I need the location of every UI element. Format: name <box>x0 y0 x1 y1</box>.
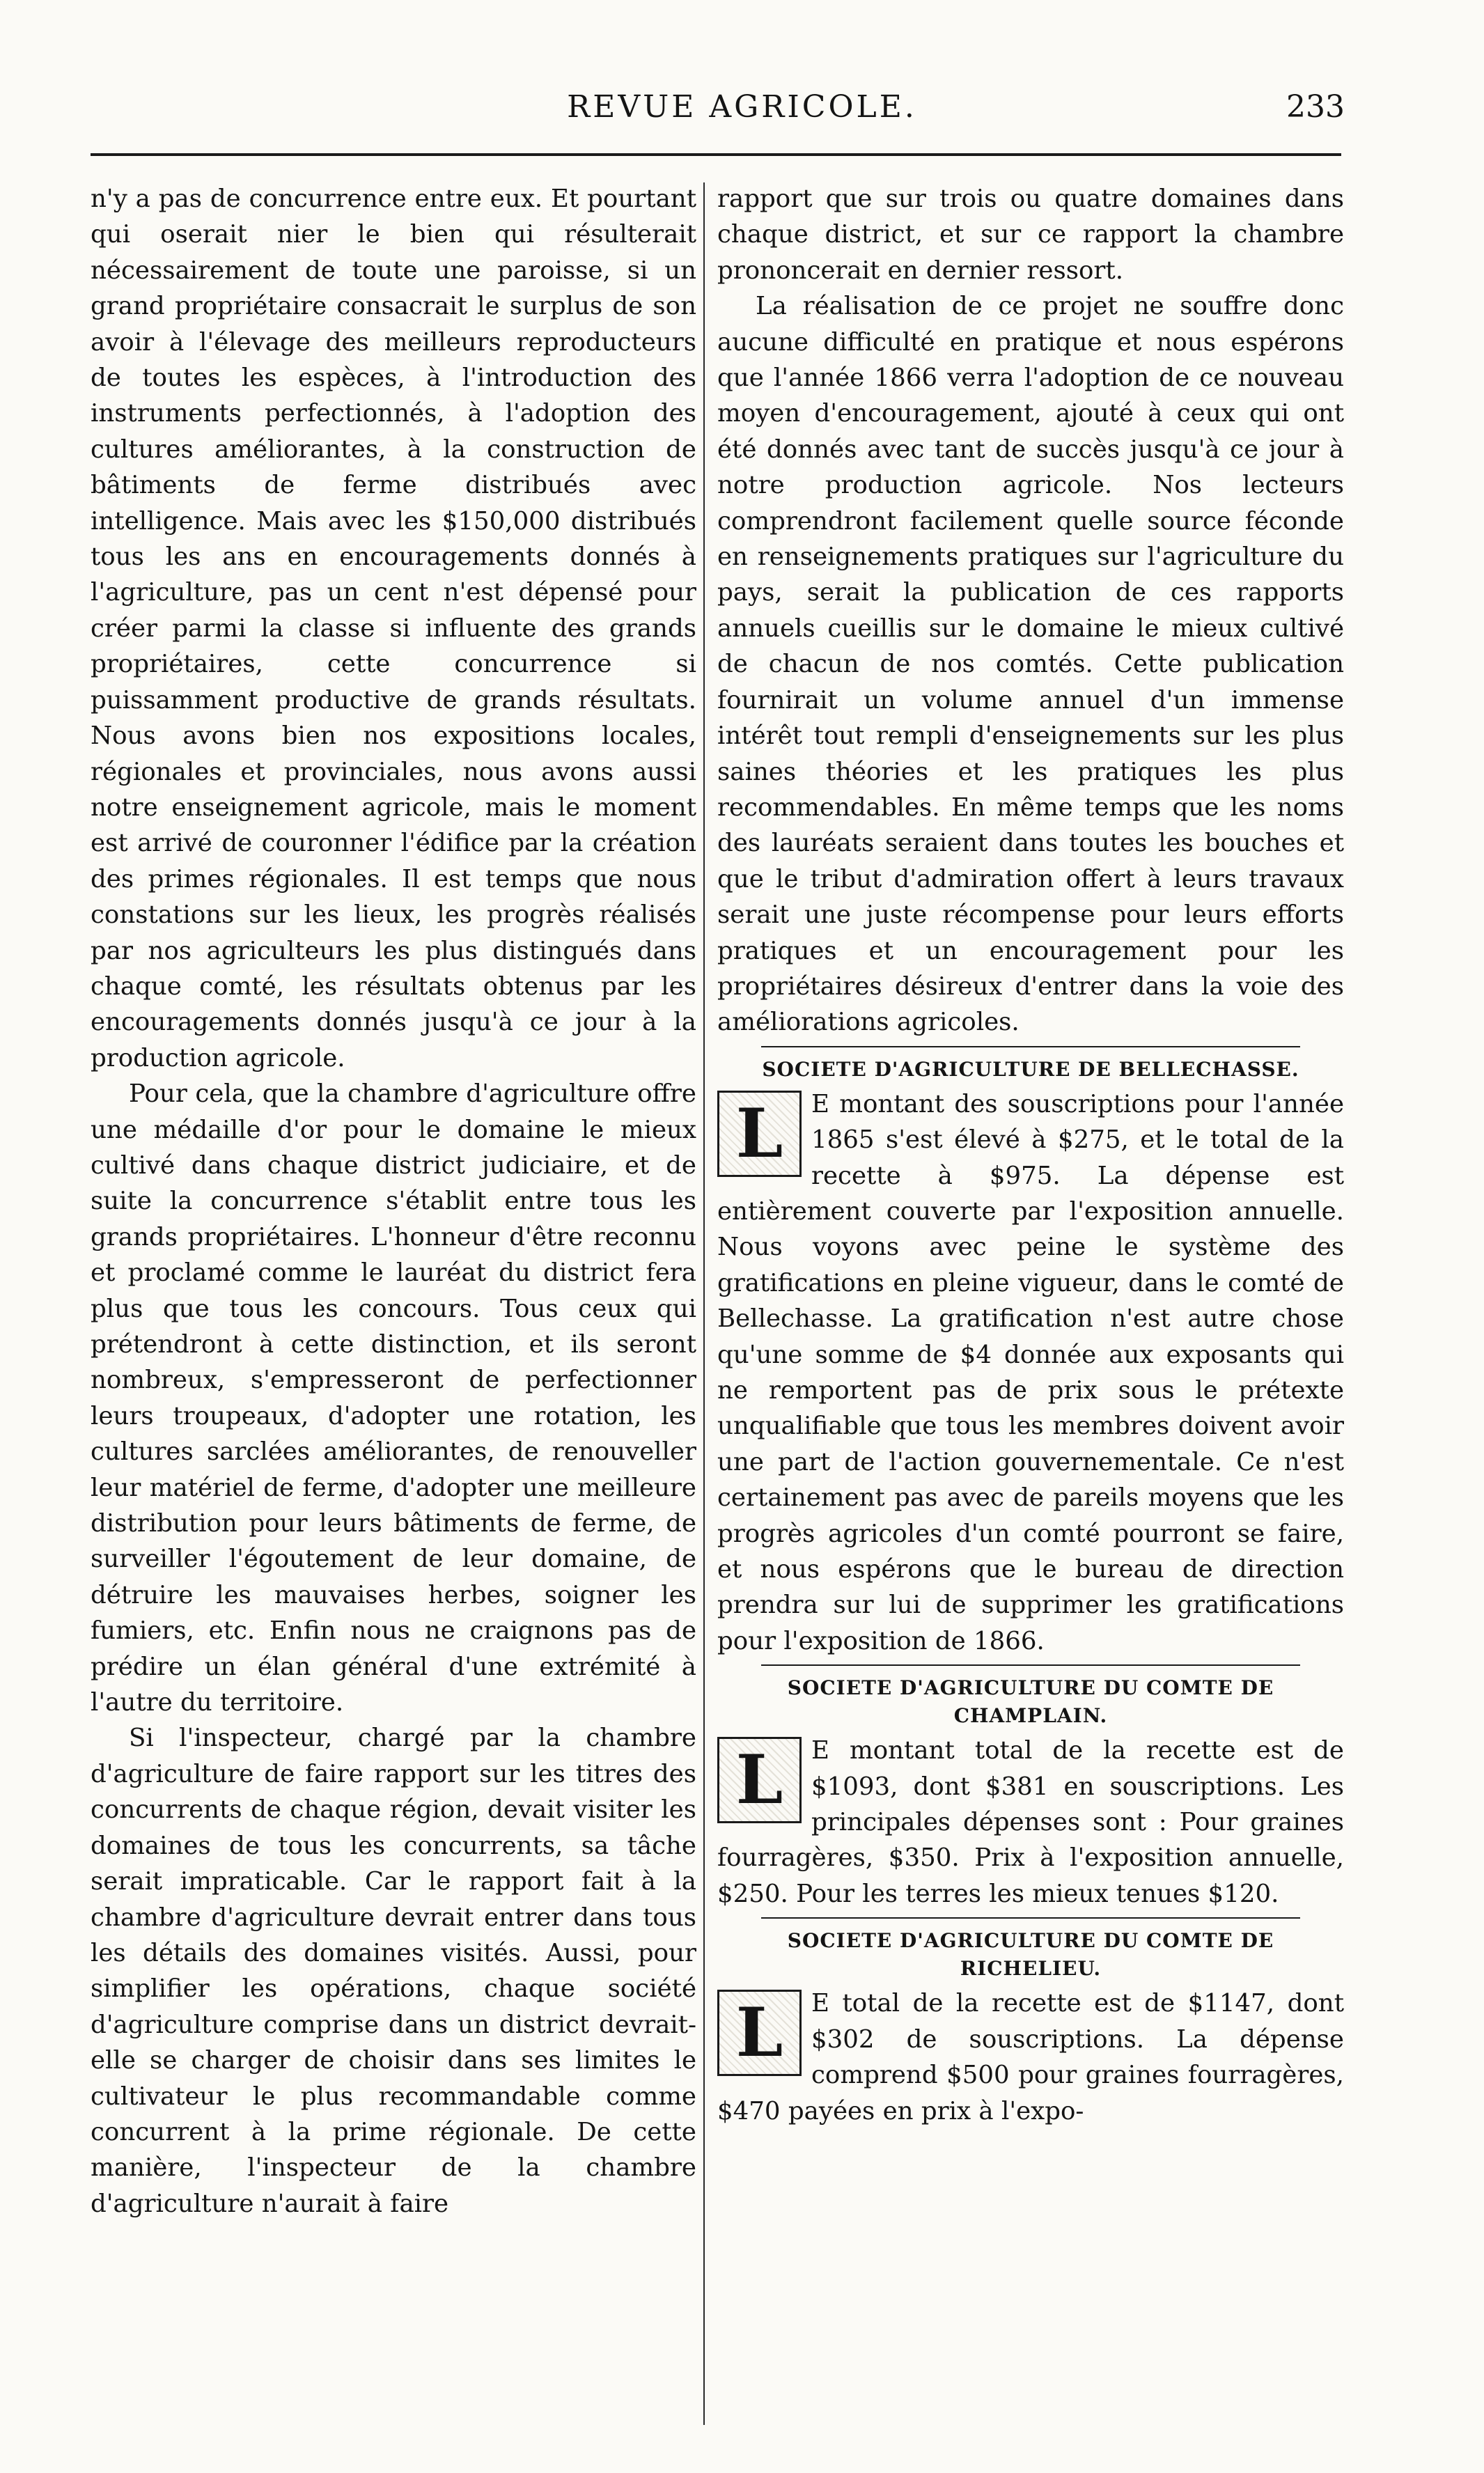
header-rule <box>91 153 1341 156</box>
dropcap: L <box>717 1990 802 2076</box>
section-text: E montant total de la recette est de $1093, dont $381 en souscriptions. Les principales dépenses sont : Pour graines fourragères, $350. Prix à l'exposition annuelle, $250. Pour les terres les mieux tenues $120. <box>717 1736 1344 1908</box>
paragraph: Si l'inspecteur, chargé par la chambre d'agriculture de faire rapport sur les titres des concurrents de chaque région, devait visiter les domaines de tous les concurrents, sa tâche serait impraticable. Car le rapport fait à la chambre d'agriculture devrait entrer dans tous les détails des domaines visités. Aussi, pour simplifier les opérations, chaque société d'agriculture comprise dans un district devrait-elle se charger de choisir dans ses limites le cultivateur le plus recommandable comme concurrent à la prime régionale. De cette manière, l'inspecteur de la chambre d'agriculture n'aurait à faire <box>91 1724 696 2218</box>
section-rule <box>761 1664 1300 1666</box>
dropcap: L <box>717 1737 802 1823</box>
page-number: 233 <box>1286 89 1345 125</box>
section-richelieu <box>717 1986 1344 2129</box>
page-header <box>0 89 1484 145</box>
section-heading-bellechasse: SOCIETE D'AGRICULTURE DE BELLECHASSE. <box>762 1057 1299 1081</box>
section-heading-richelieu: SOCIETE D'AGRICULTURE DU COMTE DE RICHELIEU. <box>787 1929 1274 1981</box>
running-title: REVUE AGRICOLE. <box>567 89 917 125</box>
column-divider <box>703 182 705 2425</box>
section-champlain <box>717 1733 1344 1912</box>
paragraph: rapport que sur trois ou quatre domaines dans chaque district, et sur ce rapport la chambre prononcerait en dernier ressort. <box>717 185 1344 285</box>
paragraph: Pour cela, que la chambre d'agriculture offre une médaille d'or pour le domaine le mieux cultivé dans chaque district judiciaire, et de suite la concurrence s'établit entre tous les grands propriétaires. L'honneur d'être reconnu et proclamé comme le lauréat du district fera plus que tous les concours. Tous ceux qui prétendront à cette distinction, et ils seront nombreux, s'empresseront de perfectionner leurs troupeaux, d'adopter une rotation, les cultures sarclées améliorantes, de renouveller leur matériel de ferme, d'adopter une meilleure distribution pour leurs bâtiments de ferme, de surveiller l'égoutement de leur domaine, de détruire les mauvaises herbes, soigner les fumiers, etc. Enfin nous ne craignons pas de prédire un élan général d'une extrémité à l'autre du territoire. <box>91 1079 696 1717</box>
section-text: E total de la recette est de $1147, dont $302 de souscriptions. La dépense comprend $500 pour graines fourragères, $470 payées en prix à l'expo- <box>717 1989 1344 2125</box>
dropcap: L <box>717 1091 802 1177</box>
left-column <box>91 181 696 2444</box>
paragraph: La réalisation de ce projet ne souffre donc aucune difficulté en pratique et nous espérons que l'année 1866 verra l'adoption de ce nouveau moyen d'encouragement, ajouté à ceux qui ont été donnés avec tant de succès jusqu'à ce jour à notre production agricole. Nos lecteurs comprendront facilement quelle source féconde en renseignements pratiques sur l'agriculture du pays, serait la publication de ces rapports annuels cueillis sur le domaine le mieux cultivé de chacun de nos comtés. Cette publication fournirait un volume annuel d'un immense intérêt tout rempli d'enseignements sur les plus saines théories et les pratiques les plus recommendables. En même temps que les noms des lauréats seraient dans toutes les bouches et que le tribut d'admiration offert à leurs travaux serait une juste récompense pour leurs efforts pratiques et un encouragement pour les propriétaires désireux d'entrer dans la voie des améliorations agricoles. <box>717 292 1344 1037</box>
section-rule <box>761 1917 1300 1919</box>
right-column <box>717 181 1344 2444</box>
section-heading-champlain: SOCIETE D'AGRICULTURE DU COMTE DE CHAMPLAIN. <box>787 1676 1274 1728</box>
section-text: E montant des souscriptions pour l'année 1865 s'est élevé à $275, et le total de la recette à $975. La dépense est entièrement couverte par l'exposition annuelle. Nous voyons avec peine le système des gratifications en pleine vigueur, dans le comté de Bellechasse. La gratification n'est autre chose qu'une somme de $4 donnée aux exposants qui ne remportent pas de prix sous le prétexte unqualifiable que tous les membres doivent avoir une part de l'action gouvernementale. Ce n'est certainement pas avec de pareils moyens que les progrès agricoles d'un comté pourront se faire, et nous espérons que le bureau de direction prendra sur lui de supprimer les gratifications pour l'exposition de 1866. <box>717 1089 1344 1655</box>
section-rule <box>761 1046 1300 1047</box>
paragraph: n'y a pas de concurrence entre eux. Et pourtant qui oserait nier le bien qui résulterait nécessairement de toute une paroisse, si un grand propriétaire consacrait le surplus de son avoir à l'élevage des meilleurs reproducteurs de toutes les espèces, à l'introduction des instruments perfectionnés, à l'adoption des cultures améliorantes, à la construction de bâtiments de ferme distribués avec intelligence. Mais avec les $150,000 distribués tous les ans en encouragements donnés à l'agriculture, pas un cent n'est dépensé pour créer parmi la classe si influente des grands propriétaires, cette concurrence si puissamment productive de grands résultats. Nous avons bien nos expositions locales, régionales et provinciales, nous avons aussi notre enseignement agricole, mais le moment est arrivé de couronner l'édifice par la création des primes régionales. Il est temps que nous constations sur les lieux, les progrès réalisés par nos agriculteurs les plus distingués dans chaque comté, les résultats obtenus par les encouragements donnés jusqu'à ce jour à la production agricole. <box>91 185 696 1072</box>
section-bellechasse <box>717 1086 1344 1660</box>
